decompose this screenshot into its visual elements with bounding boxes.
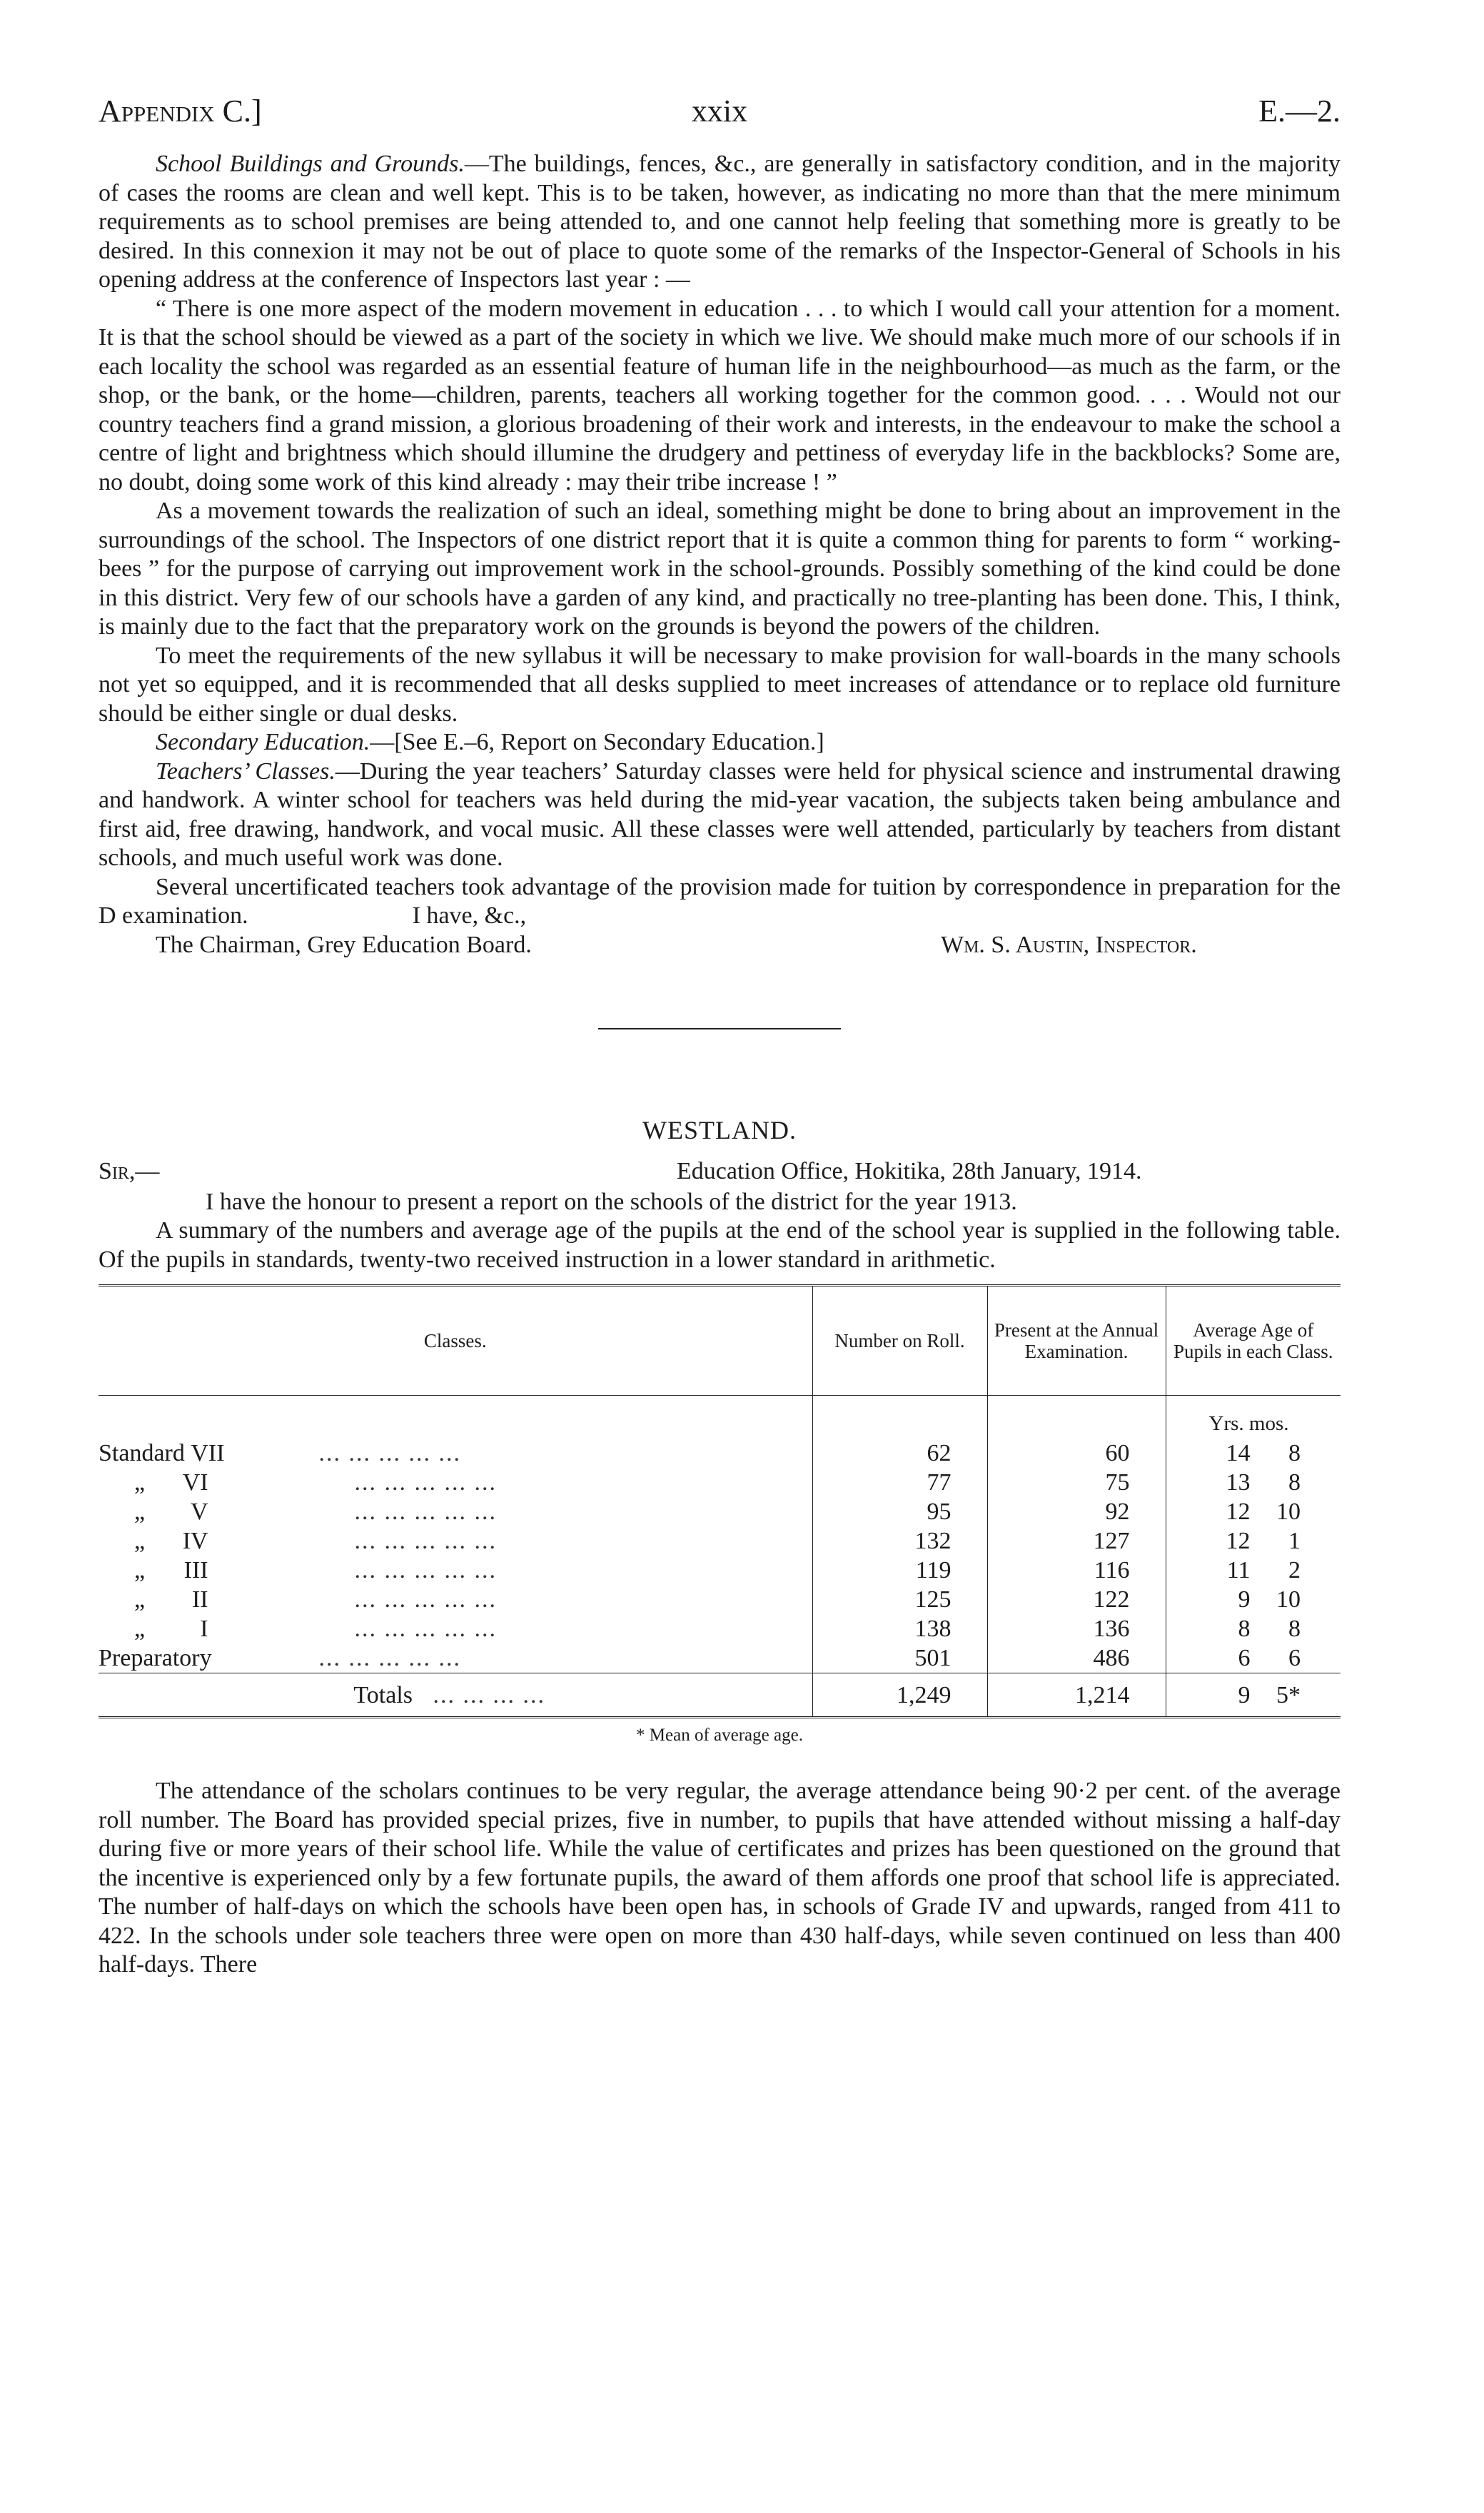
roll-cell: 95 <box>812 1497 987 1526</box>
age-cell <box>1166 1468 1341 1497</box>
text-secondary-education: —[See E.–6, Report on Secondary Education.] <box>370 729 824 755</box>
age-years: 9 <box>1238 1586 1251 1613</box>
table-header-row <box>99 1286 1341 1396</box>
age-cell <box>1166 1526 1341 1556</box>
class-label: VI <box>182 1469 208 1496</box>
table-footnote: * Mean of average age. <box>636 1726 803 1745</box>
age-cell <box>1166 1556 1341 1585</box>
signature-block <box>99 931 1341 962</box>
table-row <box>99 1643 1341 1673</box>
totals-years: 9 <box>1238 1681 1251 1708</box>
present-cell: 60 <box>987 1439 1166 1468</box>
age-cell <box>1166 1439 1341 1468</box>
class-cell <box>99 1643 812 1673</box>
leader-dots: ... ... ... ... ... <box>354 1528 497 1554</box>
totals-cell <box>99 1673 812 1718</box>
class-label: II <box>191 1586 208 1613</box>
age-cell <box>1166 1643 1341 1673</box>
text-school-buildings: —The buildings, fences, &c., are generally in satisfactory condition, and in the majority of cases the rooms are clean and well kept. This is to be taken, however, as indicating no more than that the mere minimum requirements as to school premises are being attended to, and one cannot help feeling that something more is greatly to be desired. In this connexion it may not be out of place to quote some of the remarks of the Inspector-General of Schools in his opening address at the conference of Inspectors last year : — <box>99 151 1341 293</box>
age-months: 8 <box>1288 1440 1301 1466</box>
paragraph-movement: As a movement towards the realization of such an ideal, something might be done to bring about an improvement in the surroundings of the school. The Inspectors of one district report that it is quite a common thing for parents to form “ working-bees ” for the purpose of carrying out improvement work in the school-grounds. Possibly something of the kind could be done in this district. Very few of our schools have a garden of any kind, and practically no tree-planting has been done. This, I think, is mainly due to the fact that the preparatory work on the grounds is beyond the powers of the children. <box>99 498 1341 640</box>
dateline <box>99 1158 1341 1188</box>
roll-cell: 62 <box>812 1439 987 1468</box>
class-label: VII <box>191 1440 225 1466</box>
header-classes: Classes. <box>99 1286 812 1396</box>
totals-dots: ... ... ... ... <box>433 1681 545 1708</box>
leader-dots: ... ... ... ... ... <box>318 1440 461 1466</box>
class-label: I <box>200 1616 208 1642</box>
header-page-number: xxix <box>691 94 748 129</box>
table-row <box>99 1614 1341 1643</box>
inspector-signature: Wm. S. Austin, Inspector. <box>941 931 1197 958</box>
class-cell <box>99 1439 812 1468</box>
age-years: 13 <box>1226 1469 1251 1496</box>
roll-cell: 132 <box>812 1526 987 1556</box>
age-units: Yrs. mos. <box>1166 1396 1341 1439</box>
present-cell: 92 <box>987 1497 1166 1526</box>
paragraph-secondary-education <box>99 728 1341 757</box>
date-address: Education Office, Hokitika, 28th January, 1914. <box>677 1157 1142 1184</box>
age-years: 12 <box>1226 1499 1251 1525</box>
totals-age <box>1166 1673 1341 1718</box>
present-cell: 136 <box>987 1614 1166 1643</box>
present-cell: 486 <box>987 1643 1166 1673</box>
class-label: IV <box>182 1528 208 1554</box>
heading-secondary-education: Secondary Education. <box>156 729 370 755</box>
paragraph-uncertificated <box>99 873 1341 931</box>
class-cell <box>99 1556 812 1585</box>
present-cell: 122 <box>987 1585 1166 1614</box>
leader-dots: ... ... ... ... ... <box>318 1645 461 1671</box>
age-months: 6 <box>1288 1645 1301 1671</box>
heading-school-buildings: School Buildings and Grounds. <box>156 151 465 177</box>
class-prefix: „ <box>134 1469 146 1496</box>
age-years: 11 <box>1226 1557 1251 1583</box>
paragraph-intro: I have the honour to present a report on the schools of the district for the year 1913. <box>206 1188 1017 1215</box>
heading-teachers-classes: Teachers’ Classes. <box>156 757 335 785</box>
text-i-have: I have, &c., <box>412 902 527 929</box>
present-cell: 127 <box>987 1526 1166 1556</box>
header-age: Average Age of Pupils in each Class. <box>1166 1286 1341 1396</box>
roll-cell: 119 <box>812 1556 987 1585</box>
age-months: 1 <box>1288 1528 1301 1554</box>
present-cell: 75 <box>987 1468 1166 1497</box>
header-appendix: Appendix C.] <box>99 94 262 129</box>
header-roll: Number on Roll. <box>812 1286 987 1396</box>
salutation: Sir,— <box>99 1157 160 1184</box>
class-prefix: „ <box>134 1586 146 1613</box>
roll-cell: 501 <box>812 1643 987 1673</box>
age-months: 2 <box>1288 1557 1301 1583</box>
age-years: 12 <box>1226 1528 1251 1554</box>
header-present: Present at the Annual Examination. <box>987 1286 1166 1396</box>
paragraph-syllabus: To meet the requirements of the new syllabus it will be necessary to make provision for wall-boards in the many schools not yet so equipped, and it is recommended that all desks supplied to meet increases of attendance or to replace old furniture should be either single or dual desks. <box>99 642 1341 727</box>
table-row <box>99 1497 1341 1526</box>
class-prefix: „ <box>134 1616 146 1642</box>
paragraph-teachers-classes <box>99 757 1341 873</box>
text-uncertificated: Several uncertificated teachers took advantage of the provision made for tuition by correspondence in preparation for the D examination. <box>99 873 1341 929</box>
class-prefix: „ <box>134 1499 146 1525</box>
class-cell <box>99 1497 812 1526</box>
section-divider <box>598 1028 841 1029</box>
table-row <box>99 1585 1341 1614</box>
document-page <box>99 93 1341 1980</box>
totals-roll: 1,249 <box>812 1673 987 1718</box>
totals-label: Totals <box>353 1681 413 1708</box>
classes-table <box>99 1284 1341 1718</box>
leader-dots: ... ... ... ... ... <box>354 1557 497 1583</box>
age-cell <box>1166 1614 1341 1643</box>
leader-dots: ... ... ... ... ... <box>354 1616 497 1642</box>
paragraph-summary: A summary of the numbers and average age of the pupils at the end of the school year is supplied in the following table. Of the pupils in standards, twenty-two received instruction in a lower standard in arithmetic. <box>99 1217 1341 1273</box>
table-row <box>99 1439 1341 1468</box>
class-cell <box>99 1526 812 1556</box>
running-header <box>99 93 1341 150</box>
leader-dots: ... ... ... ... ... <box>354 1499 497 1525</box>
age-years: 14 <box>1226 1440 1251 1466</box>
class-label: III <box>183 1557 208 1583</box>
age-months: 10 <box>1276 1586 1301 1613</box>
leader-dots: ... ... ... ... ... <box>354 1469 497 1496</box>
table-row <box>99 1526 1341 1556</box>
class-label: Preparatory <box>99 1645 212 1671</box>
age-years: 8 <box>1238 1616 1251 1642</box>
units-row <box>99 1396 1341 1439</box>
leader-dots: ... ... ... ... ... <box>354 1586 497 1613</box>
table-row <box>99 1556 1341 1585</box>
age-months: 10 <box>1276 1499 1301 1525</box>
present-cell: 116 <box>987 1556 1166 1585</box>
class-cell <box>99 1614 812 1643</box>
class-prefix: „ <box>134 1528 146 1554</box>
class-label: V <box>191 1499 208 1525</box>
class-cell <box>99 1585 812 1614</box>
totals-row <box>99 1673 1341 1718</box>
paragraph-attendance: The attendance of the scholars continues to be very regular, the average attendance being 90·2 per cent. of the average roll number. The Board has provided special prizes, five in number, to pupils that have attended without missing a half-day during five or more years of their school life. While the value of certificates and prizes has been questioned on the ground that the incentive is experienced only by a few fortunate pupils, the award of them affords one proof that school life is appreciated. The number of half-days on which the schools have been open has, in schools of Grade IV and upwards, ranged from 411 to 422. In the schools under sole teachers three were open on more than 430 half-days, while seven continued on less than 400 half-days. There <box>99 1778 1341 1978</box>
age-cell <box>1166 1585 1341 1614</box>
section-title-westland: WESTLAND. <box>642 1115 797 1144</box>
paragraph-school-buildings <box>99 150 1341 295</box>
roll-cell: 77 <box>812 1468 987 1497</box>
age-months: 8 <box>1288 1469 1301 1496</box>
paragraph-quotation: “ There is one more aspect of the modern movement in education . . . to which I would call your attention for a moment. It is that the school should be viewed as a part of the society in which we live. We should make much more of our schools if in each locality the school was regarded as an essential feature of human life in the neighbourhood—as much as the farm, or the shop, or the bank, or the home—children, parents, teachers all working together for the common good. . . . Would not our country teachers find a grand mission, a glorious broadening of their work and interests, in the endeavour to make the school a centre of light and brightness which should illumine the drudgery and pettiness of everyday life in the backblocks? Some are, no doubt, doing some work of this kind already : may their tribe increase ! ” <box>99 295 1341 495</box>
class-cell <box>99 1468 812 1497</box>
totals-present: 1,214 <box>987 1673 1166 1718</box>
header-report-code: E.—2. <box>1258 94 1341 129</box>
roll-cell: 138 <box>812 1614 987 1643</box>
roll-cell: 125 <box>812 1585 987 1614</box>
addressee: The Chairman, Grey Education Board. <box>156 931 532 958</box>
class-prefix: Standard <box>99 1440 185 1466</box>
age-months: 8 <box>1288 1616 1301 1642</box>
table-row <box>99 1468 1341 1497</box>
age-cell <box>1166 1497 1341 1526</box>
text-teachers-classes: —During the year teachers’ Saturday classes were held for physical science and instrumental drawing and handwork. A winter school for teachers was held during the mid-year vacation, the subjects taken being ambulance and first aid, free drawing, handwork, and vocal music. All these classes were well attended, particularly by teachers from distant schools, and much useful work was done. <box>99 757 1341 871</box>
totals-months: 5* <box>1276 1681 1301 1708</box>
class-prefix: „ <box>134 1557 146 1583</box>
age-years: 6 <box>1238 1645 1251 1671</box>
